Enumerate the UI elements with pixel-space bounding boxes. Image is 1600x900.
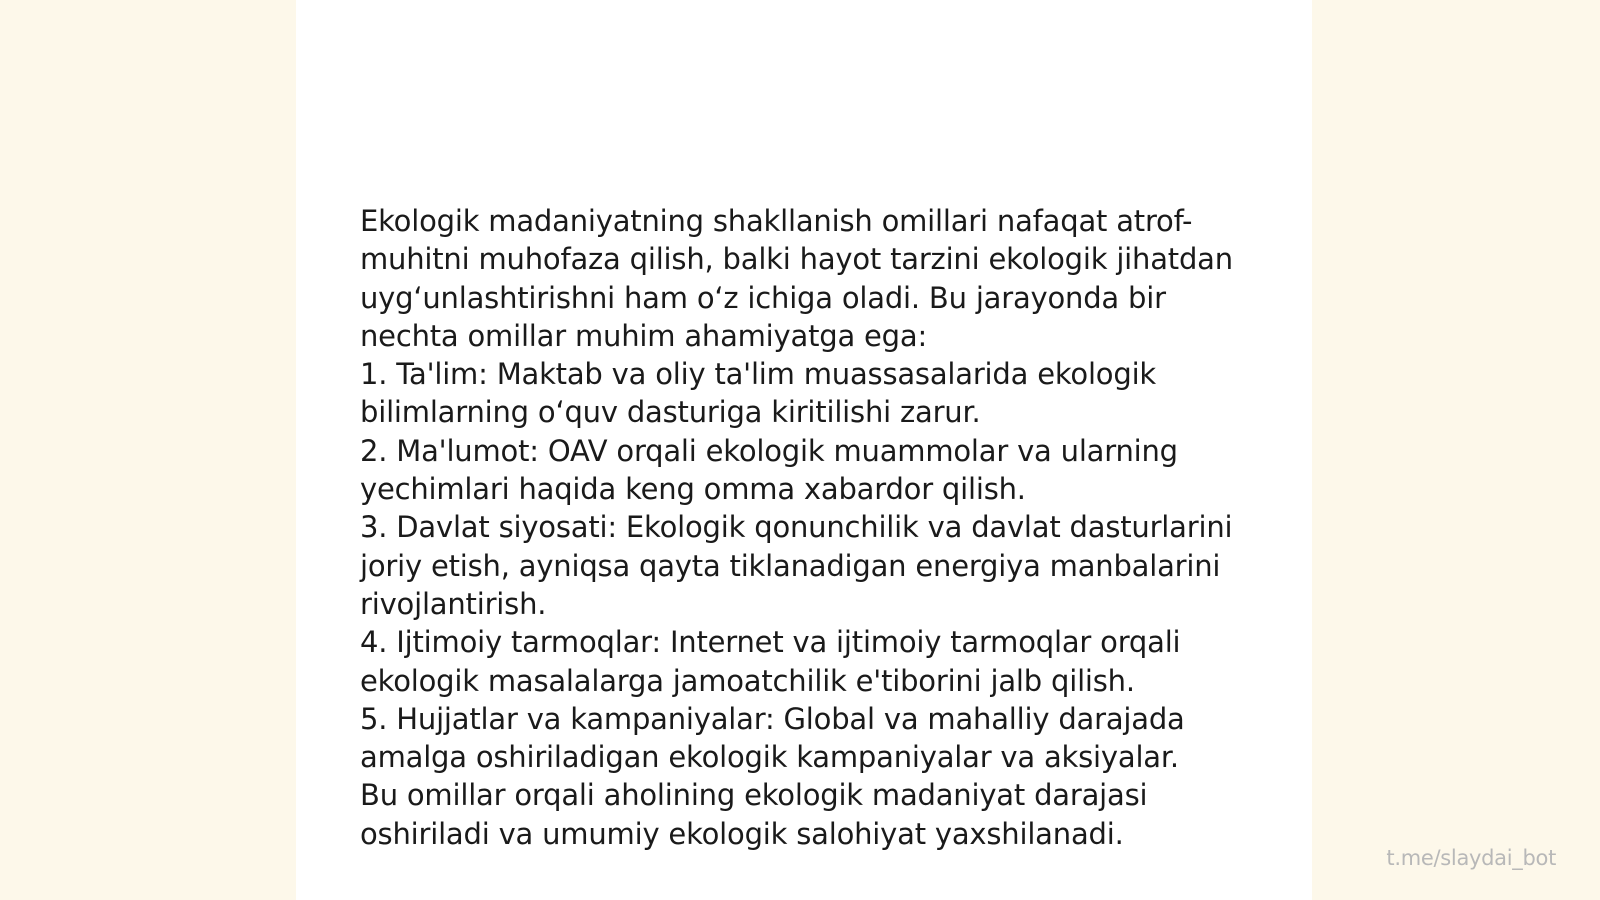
slide-body-text	[360, 202, 1260, 853]
list-item-talim: 1. Ta'lim: Maktab va oliy ta'lim muassasalarida ekologik bilimlarning oʻquv dasturiga kiritilishi zarur.	[360, 357, 1157, 430]
list-item-davlat-siyosati: 3. Davlat siyosati: Ekologik qonunchilik va davlat dasturlarini joriy etish, ayniqsa qayta tiklanadigan energiya manbalarini rivojlantirish.	[360, 510, 1233, 621]
list-item-hujjatlar: 5. Hujjatlar va kampaniyalar: Global va mahalliy darajada amalga oshiriladigan ekologik kampaniyalar va aksiyalar.	[360, 701, 1185, 775]
intro-paragraph: Ekologik madaniyatning shakllanish omillari nafaqat atrof-muhitni muhofaza qilish, balki hayot tarzini ekologik jihatdan uygʻunlashtirishni ham oʻz ichiga oladi. Bu jarayonda bir nechta omillar muhim ahamiyatga ega:	[360, 204, 1233, 353]
list-item-malumot: 2. Ma'lumot: OAV orqali ekologik muammolar va ularning yechimlari haqida keng omma xabardor qilish.	[360, 433, 1178, 507]
watermark-text: t.me/slaydai_bot	[1386, 846, 1556, 870]
conclusion-paragraph: Bu omillar orqali aholining ekologik madaniyat darajasi oshiriladi va umumiy ekologik salohiyat yaxshilanadi.	[360, 778, 1148, 851]
list-item-ijtimoiy-tarmoqlar: 4. Ijtimoiy tarmoqlar: Internet va ijtimoiy tarmoqlar orqali ekologik masalalarga jamoatchilik e'tiborini jalb qilish.	[360, 625, 1181, 698]
slide-page	[296, 0, 1312, 900]
